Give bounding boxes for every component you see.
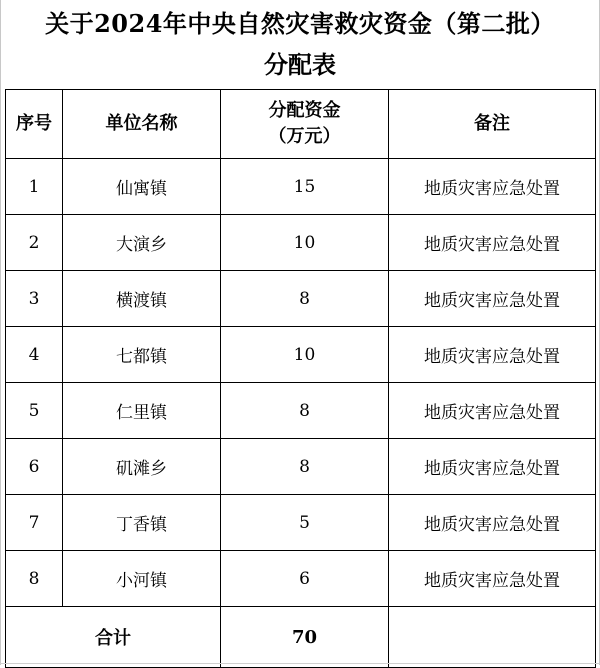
header-note: 备注	[389, 90, 596, 159]
total-label: 合计	[6, 607, 221, 668]
table-row	[6, 271, 596, 327]
cell-name: 七都镇	[63, 327, 221, 383]
cell-seq: 5	[6, 383, 63, 439]
table-total-row	[6, 607, 596, 668]
page-bottom-divider	[0, 663, 600, 664]
cell-seq: 2	[6, 215, 63, 271]
cell-name: 小河镇	[63, 551, 221, 607]
header-amount-line-2: （万元）	[268, 126, 341, 147]
header-seq: 序号	[6, 90, 63, 159]
header-amount	[221, 90, 389, 159]
cell-amount: 5	[221, 495, 389, 551]
header-name: 单位名称	[63, 90, 221, 159]
header-amount-line-1: 分配资金	[268, 100, 341, 121]
title-line-2: 分配表	[264, 50, 336, 79]
table-row	[6, 495, 596, 551]
allocation-table	[5, 89, 596, 668]
total-note	[389, 607, 596, 668]
total-amount: 70	[221, 607, 389, 668]
cell-name: 仁里镇	[63, 383, 221, 439]
cell-seq: 3	[6, 271, 63, 327]
cell-seq: 8	[6, 551, 63, 607]
cell-seq: 6	[6, 439, 63, 495]
document-title	[0, 0, 600, 88]
cell-note: 地质灾害应急处置	[389, 439, 596, 495]
table-row	[6, 383, 596, 439]
cell-seq: 7	[6, 495, 63, 551]
cell-amount: 10	[221, 327, 389, 383]
cell-note: 地质灾害应急处置	[389, 495, 596, 551]
table-row	[6, 439, 596, 495]
cell-amount: 8	[221, 439, 389, 495]
cell-amount: 6	[221, 551, 389, 607]
cell-note: 地质灾害应急处置	[389, 383, 596, 439]
cell-name: 矶滩乡	[63, 439, 221, 495]
cell-amount: 10	[221, 215, 389, 271]
cell-note: 地质灾害应急处置	[389, 215, 596, 271]
cell-seq: 1	[6, 159, 63, 215]
cell-name: 仙寓镇	[63, 159, 221, 215]
cell-amount: 8	[221, 383, 389, 439]
cell-amount: 15	[221, 159, 389, 215]
cell-note: 地质灾害应急处置	[389, 159, 596, 215]
table-row	[6, 159, 596, 215]
table-header-row	[6, 90, 596, 159]
title-line-1: 关于2024年中央自然灾害救灾资金（第二批）	[45, 9, 555, 38]
cell-name: 丁香镇	[63, 495, 221, 551]
table-row	[6, 551, 596, 607]
cell-seq: 4	[6, 327, 63, 383]
cell-note: 地质灾害应急处置	[389, 327, 596, 383]
table-row	[6, 327, 596, 383]
cell-amount: 8	[221, 271, 389, 327]
cell-name: 大演乡	[63, 215, 221, 271]
cell-note: 地质灾害应急处置	[389, 271, 596, 327]
cell-note: 地质灾害应急处置	[389, 551, 596, 607]
cell-name: 横渡镇	[63, 271, 221, 327]
table-row	[6, 215, 596, 271]
